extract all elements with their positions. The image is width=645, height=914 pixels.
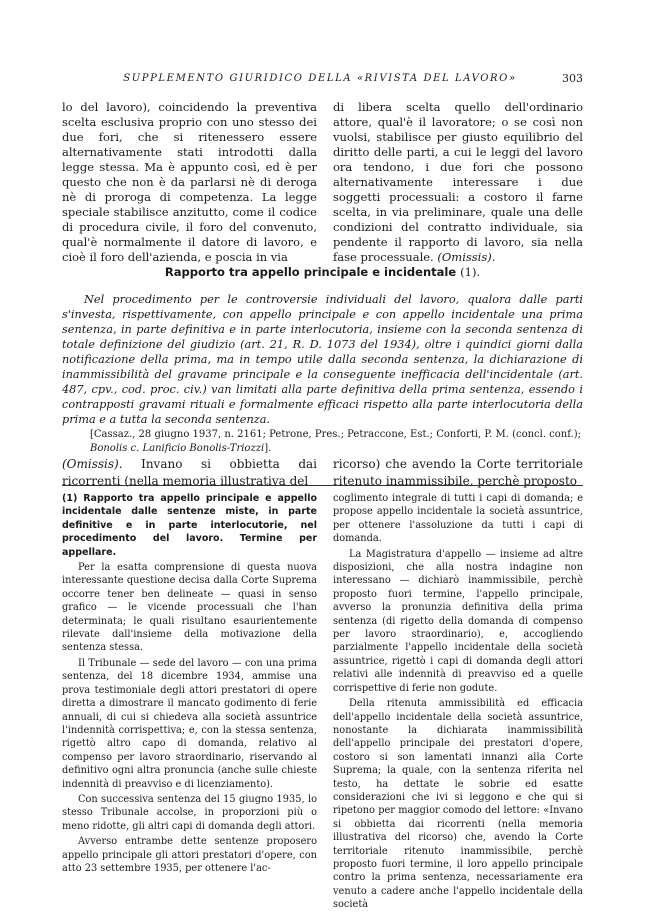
top-right-column — [333, 100, 583, 265]
footnote-paragraph: Della ritenuta ammissibilità ed efficacia dell'appello incidentale della società assuntrice, nonostante la dichiarata inammissibilità dell'appello principale dei prestatori d'opere, costoro si son lamentati innanzi alla Corte Suprema; la quale, con la sentenza riferita nel testo, ha dettate le sobrie ed esatte considerazioni che ivi si leggono e che qui si ripetono per maggior comodo del lettore: «Invano si obbietta dai ricorrenti (nella memoria illustrativa del ricorso) che, avendo la Corte territoriale ritenuto inammissibile, perchè proposto fuori termine, il loro appello principale contro la prima sentenza, necessariamente era venuto a cadere anche l'appello incidentale della società — [333, 698, 583, 911]
citation-end: ]. — [264, 443, 272, 454]
footnote-divider — [62, 485, 583, 486]
footnote-paragraph: Con successiva sentenza del 15 giugno 1935, lo stesso Tribunale accolse, in proporzioni più o meno ridotte, gli altri capi di domanda degli attori. — [62, 793, 317, 832]
top-left-paragraph: lo del lavoro), coincidendo la preventiva scelta esclusiva proprio con uno stesso dei due fori, che si ritenessero essere alternativamente stati introdotti dalla legge stessa. Ma è appunto così, ed è per questo che non è da parlarsi nè di deroga nè di proroga di competenza. La legge speciale stabilisce anzitutto, come il codice di procedura civile, il foro del convenuto, qual'è normalmente il datore di lavoro, e cioè il foro dell'azienda, e poscia in via — [62, 100, 317, 264]
running-head: SUPPLEMENTO GIURIDICO DELLA «RIVISTA DEL LAVORO» — [123, 73, 517, 84]
footnote-paragraph: Il Tribunale — sede del lavoro — con una prima sentenza, del 18 dicembre 1934, ammise una prova testimoniale degli attori prestatori di opere diretta a dimostrare il mancato godimento di ferie annuali, di cui si chiedeva alla società assuntrice l'indennità corrispettiva; e, con la stessa sentenza, rigettò altro capo di domanda, relativo al compenso per lavoro straordinario, riservando al definitivo ogni altra pronuncia (anche sulle chieste indennità di preavviso e di licenziamento). — [62, 657, 317, 790]
top-right-text: di libera scelta quello dell'ordinario attore, qual'è il lavoratore; o se così non vuolsi, stabilisce per giusto equilibrio del diritto delle parti, a cui le leggi del lavoro ora tendono, i due fori che possono alternativamente interessare i due soggetti processuali: a costoro il farne scelta, in via preliminare, quale una delle condizioni del contratto individuale, sia pendente il rapporto di lavoro, sia nella fase processuale. — [333, 100, 583, 264]
section-title: Rapporto tra appello principale e incidentale — [164, 265, 457, 279]
page-number: 303 — [562, 72, 583, 85]
bottom-right-paragraph: ricorso) che avendo la Corte territoriale ritenuto inammissibile, perchè proposto — [333, 457, 583, 488]
footnote-left-column — [62, 492, 317, 877]
bottom-left-text: Invano si obbietta dai ricorrenti (nella memoria illustrativa del — [62, 457, 317, 488]
top-right-paragraph — [333, 100, 583, 265]
massima-summary: Nel procedimento per le controversie individuali del lavoro, qualora dalle parti s'investa, rispettivamente, con appello principale e con appello incidentale una prima sentenza, in parte definitiva e in parte interlocutoria, insieme con la seconda sentenza di totale definizione del giudizio (art. 21, R. D. 1073 del 1934), oltre i quindici giorni dalla notificazione della prima, ma in tempo utile dalla seconda sentenza, la dichiarazione di inammissibilità del gravame principale e la conseguente inefficacia dell'incidentale (art. 487, cpv., cod. proc. civ.) van limitati alla parte definitiva della prima sentenza, essendo i contrapposti gravami rituali e formalmente efficaci rispetto alla parte interlocutoria della prima e a tutta la seconda sentenza. — [62, 293, 583, 426]
citation-text: [Cassaz., 28 giugno 1937, n. 2161; Petrone, Pres.; Petraccone, Est.; Conforti, P. M. (concl. conf.); — [90, 429, 582, 440]
footnote-ref: (1). — [460, 265, 481, 279]
footnote-paragraph: coglimento integrale di tutti i capi di domanda; e propose appello incidentale la società assuntrice, per ottenere l'assoluzione da tutti i capi di domanda. — [333, 493, 583, 545]
footnote-right-column — [333, 492, 583, 914]
case-citation — [90, 428, 583, 456]
top-left-column — [62, 100, 317, 265]
footnote-paragraph: La Magistratura d'appello — insieme ad altre disposizioni, che alla nostra indagine non interessano — dichiarò inammissibile, perchè proposto fuori termine, l'appello principale, avverso la pronunzia definitiva della prima sentenza (di rigetto della domanda di compenso per lavoro straordinario), e, accogliendo parzialmente l'appello incidentale della società assuntrice, rigettò i capi di domanda degli attori relativi alle indennità di preavviso ed a quelle corrispettive di ferie non godute. — [333, 548, 583, 694]
footnote-title: (1) Rapporto tra appello principale e appello incidentale dalle sentenze miste, in parte definitive e in parte interlocutorie, nel procedimento del lavoro. Termine per appellare. — [62, 493, 317, 558]
section-heading — [62, 265, 583, 279]
footnote-paragraph: Per la esatta comprensione di questa nuova interessante questione decisa dalla Corte Suprema occorre tener ben delineate — quasi in senso grafico — le vicende processuali che l'han determinata; le quali risultano esaurientemente rilevate dall'insieme della motivazione della sentenza stessa. — [62, 562, 317, 654]
citation-parties: Bonolis c. Lanificio Bonolis-Triozzi — [90, 443, 265, 454]
omissis-label: (Omissis). — [437, 250, 496, 264]
omissis-label: (Omissis). — [62, 457, 123, 471]
footnote-paragraph: Avverso entrambe dette sentenze proposero appello principale gli attori prestatori d'opere, con atto 23 settembre 1935, per ottenere l'ac- — [62, 836, 317, 874]
